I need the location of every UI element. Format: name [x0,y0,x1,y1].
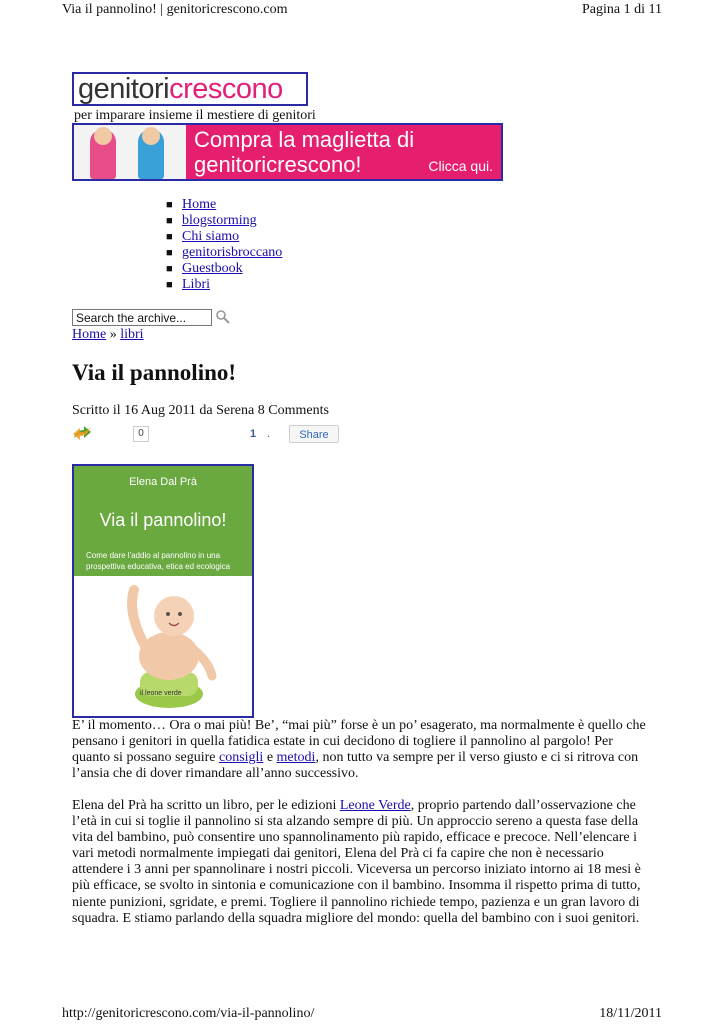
square-bullet-icon: ■ [166,215,173,227]
share-button[interactable]: Share [289,425,339,443]
nav-item-blogstorming [166,213,282,229]
search-input[interactable]: Search the archive... [72,309,212,326]
breadcrumb-home[interactable]: Home [72,327,107,342]
link-consigli[interactable]: consigli [218,750,264,766]
paragraph-text: E’ il momento… Ora o mai più! Be’, “mai più” forse è un po’ esagerato, ma normalmente è quello che pensano i genitori in quella fatidica estate in cui decidono di togliere il pannolino al pargolo! Per quanto si possano seguire [72,718,646,766]
banner-cta: Clicca qui. [428,158,493,174]
book-title: Via il pannolino! [99,510,227,530]
logo-text-crescono: crescono [169,72,283,105]
site-tagline: per imparare insieme il mestiere di genitori [74,108,316,123]
share-count: 0 [133,426,149,442]
print-footer-date: 18/11/2011 [599,1006,662,1021]
square-bullet-icon: ■ [166,199,173,211]
tshirt-banner[interactable] [72,123,503,181]
main-nav [166,197,282,293]
nav-link-blogstorming[interactable]: blogstorming [182,213,257,228]
nav-item-home [166,197,282,213]
square-bullet-icon: ■ [166,263,173,275]
nav-item-genitorisbroccano [166,245,282,261]
breadcrumb-libri[interactable]: libri [120,327,144,342]
link-leone-verde[interactable]: Leone Verde [339,798,411,813]
nav-item-libri [166,277,282,293]
square-bullet-icon: ■ [166,279,173,291]
square-bullet-icon: ■ [166,231,173,243]
print-header-title: Via il pannolino! | genitoricrescono.com [62,2,288,17]
book-publisher: il leone verde [140,690,182,697]
share-arrow-icon[interactable] [72,425,92,441]
nav-link-chi-siamo[interactable]: Chi siamo [182,229,240,244]
article-paragraph-2 [72,798,654,927]
paragraph-text: , non tutto va sempre per il verso giusto e ci si ritrova con l’ansia che di dover rimandare all’anno successivo. [72,750,639,782]
breadcrumb-separator: » [106,327,121,342]
banner-kids-photo [74,125,186,179]
nav-link-home[interactable]: Home [182,197,217,212]
magnifier-icon[interactable] [215,309,231,325]
breadcrumb [72,327,144,343]
like-suffix: . [267,428,271,440]
site-logo[interactable] [72,72,308,106]
banner-line-2: genitoricrescono! [194,152,362,177]
like-count: 1 [250,428,257,440]
post-title: Via il pannolino! [72,360,237,385]
logo-text-genitori: genitori [78,72,170,105]
paragraph-text: , proprio partendo dall’osservazione che l’età in cui si toglie il pannolino si sta alzando sempre di più. Un approccio sereno a questa fase della vita del bambino, può consentire uno spannolinamento più rapido, efficace e precoce. Nell’elencare i vari metodi normalmente impiegati dai genitori, Elena del Prà ci fa capire che non è necessario attendere i 3 anni per spannolinare i nostri piccoli. Viceversa un percorso iniziato intorno ai 18 mesi è più efficace, se svolto in sintonia e comunicazione con il bambino. Insomma il rispetto prima di tutto, niente punizioni, sgridate, e premi. Togliere il pannolino richiede tempo, pazienza e un gran lavoro di squadra. E stiamo parlando della squadra migliore del mondo: quella del bambino con i suoi genitori. [72,798,641,926]
print-page-number: Pagina 1 di 11 [582,2,662,17]
nav-link-genitorisbroccano[interactable]: genitorisbroccano [182,245,283,260]
nav-link-libri[interactable]: Libri [182,277,210,292]
square-bullet-icon: ■ [166,247,173,259]
post-meta: Scritto il 16 Aug 2011 da Serena 8 Comments [72,403,329,418]
banner-line-1: Compra la maglietta di [194,127,415,152]
paragraph-text: Elena del Prà ha scritto un libro, per le edizioni [72,798,340,813]
print-header [62,2,662,18]
paragraph-text: e [263,750,277,766]
nav-item-guestbook [166,261,282,277]
link-metodi[interactable]: metodi [276,750,316,766]
nav-link-guestbook[interactable]: Guestbook [182,261,243,276]
book-subtitle: Come dare l'addio al pannolino in una prospettiva educativa, etica ed ecologica [86,551,231,571]
print-footer [62,1006,662,1022]
nav-item-chi-siamo [166,229,282,245]
book-author: Elena Dal Prà [129,476,197,488]
print-footer-url: http://genitoricrescono.com/via-il-pannolino/ [62,1006,315,1021]
article-paragraph-1 [72,718,654,782]
book-cover-image [72,464,254,718]
